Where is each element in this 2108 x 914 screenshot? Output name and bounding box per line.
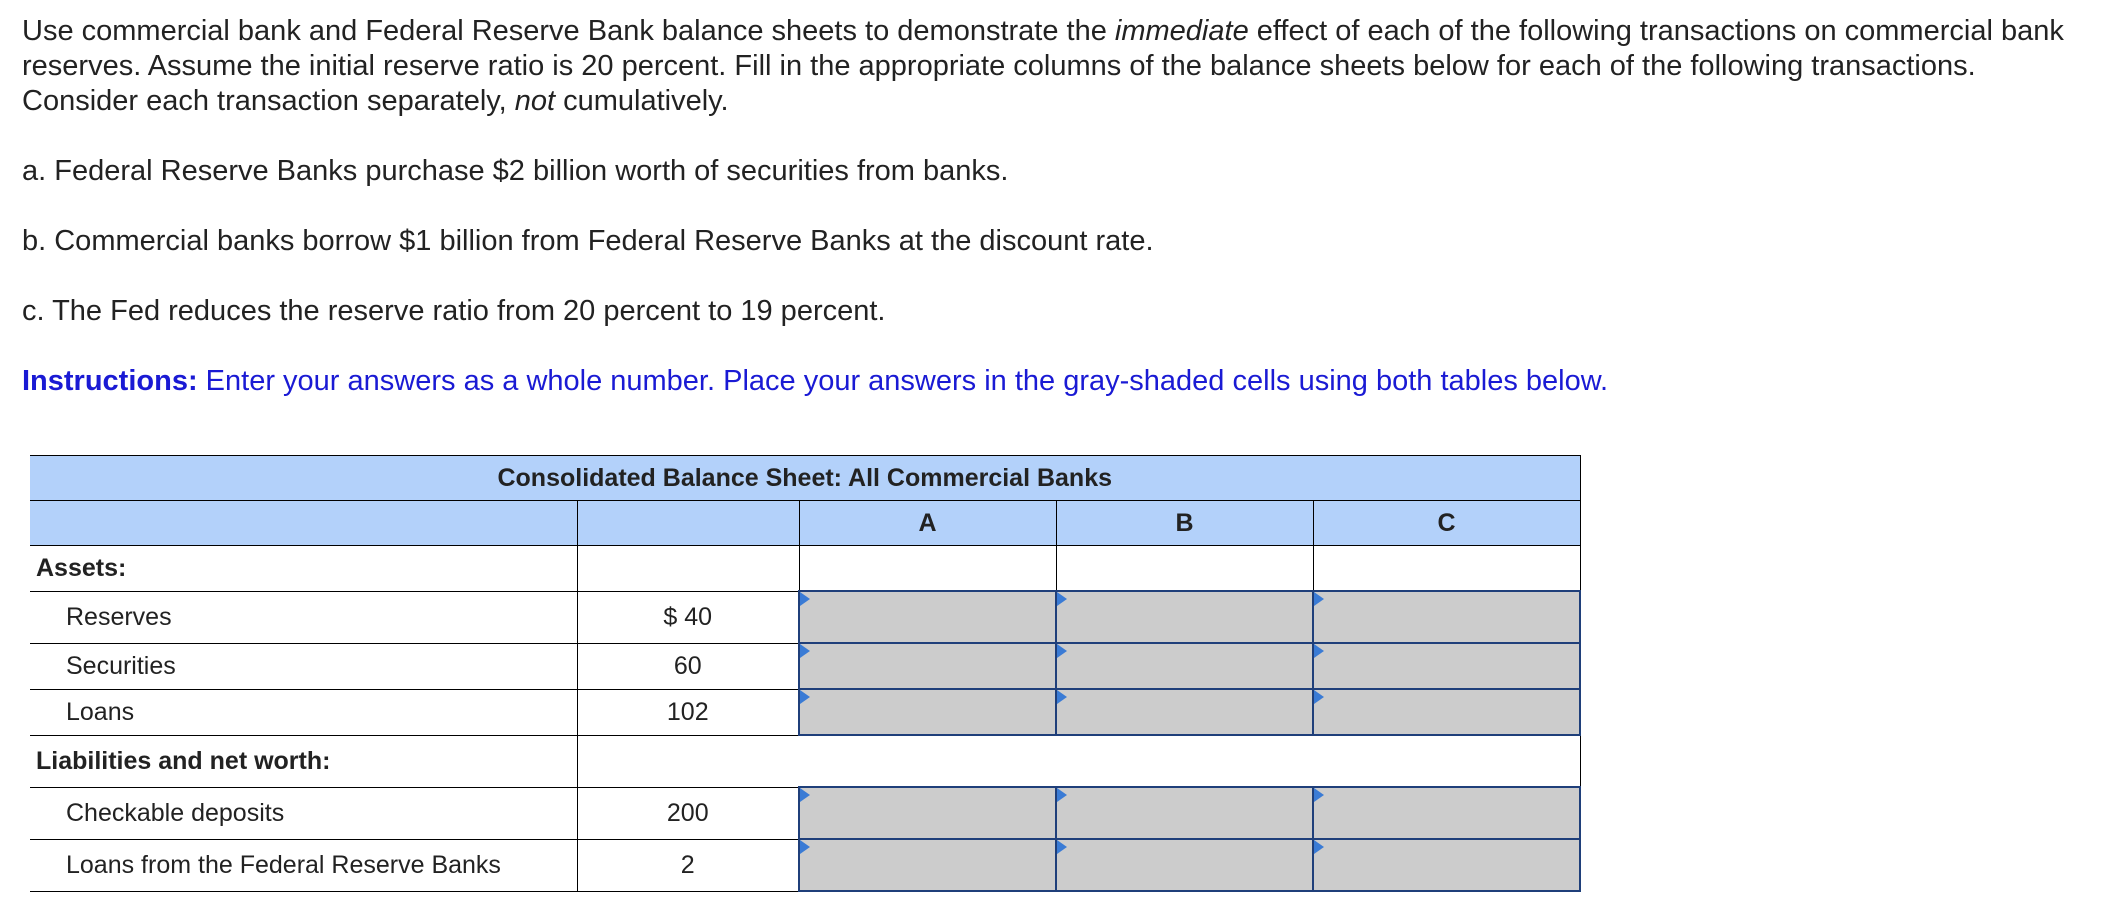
cell-marker-icon — [800, 690, 810, 704]
table-row — [30, 787, 1580, 839]
fed-loans-c-cell[interactable] — [1313, 839, 1580, 891]
reserves-c-cell[interactable] — [1313, 591, 1580, 643]
instructions — [22, 364, 2082, 399]
table-header-row — [30, 501, 1580, 546]
table-title: Consolidated Balance Sheet: All Commercial Banks — [30, 456, 1580, 501]
cell-marker-icon — [800, 592, 810, 606]
header-col-c: C — [1313, 501, 1580, 546]
deposits-a-input[interactable] — [800, 788, 1055, 838]
table-row — [30, 643, 1580, 689]
cell-marker-icon — [800, 788, 810, 802]
intro-text-2: effect of each of the following transactions on commercial bank reserves. Assume the initial reserve ratio is 20 percent. Fill in the appropriate columns of the balance sheets below for each of the following transactions. Consider each transaction separately, — [22, 15, 2064, 117]
securities-b-input[interactable] — [1057, 644, 1312, 688]
assets-blank-c — [1313, 546, 1580, 592]
reserves-a-input[interactable] — [800, 592, 1055, 642]
liabilities-blank-cell — [577, 735, 1580, 787]
deposits-c-input[interactable] — [1314, 788, 1579, 838]
intro-emphasis: immediate — [1114, 15, 1249, 47]
loans-b-input[interactable] — [1057, 690, 1312, 734]
item-a: a. Federal Reserve Banks purchase $2 billion worth of securities from banks. — [22, 155, 1009, 187]
header-initial-cell — [577, 501, 799, 546]
assets-section-row — [30, 546, 1580, 592]
assets-blank-b — [1056, 546, 1313, 592]
row-label-securities: Securities — [30, 643, 577, 689]
header-col-b: B — [1056, 501, 1313, 546]
question-intro — [22, 14, 2082, 119]
cell-marker-icon — [1314, 644, 1324, 658]
deposits-a-cell[interactable] — [799, 787, 1056, 839]
loans-c-input[interactable] — [1314, 690, 1579, 734]
loans-c-cell[interactable] — [1313, 689, 1580, 735]
cell-marker-icon — [1314, 840, 1324, 854]
fed-loans-b-cell[interactable] — [1056, 839, 1313, 891]
row-value-fed-loans: 2 — [577, 839, 799, 891]
assets-label: Assets: — [30, 546, 577, 592]
securities-b-cell[interactable] — [1056, 643, 1313, 689]
liabilities-section-row — [30, 735, 1580, 787]
deposits-c-cell[interactable] — [1313, 787, 1580, 839]
loans-a-input[interactable] — [800, 690, 1055, 734]
instructions-text: Enter your answers as a whole number. Place your answers in the gray-shaded cells using both tables below. — [197, 365, 1609, 397]
intro-text-1: Use commercial bank and Federal Reserve Bank balance sheets to demonstrate the — [22, 15, 1115, 47]
securities-a-input[interactable] — [800, 644, 1055, 688]
header-label-cell — [30, 501, 577, 546]
cell-marker-icon — [1314, 690, 1324, 704]
loans-b-cell[interactable] — [1056, 689, 1313, 735]
fed-loans-c-input[interactable] — [1314, 840, 1579, 890]
assets-blank-cell — [577, 546, 799, 592]
fed-loans-a-input[interactable] — [800, 840, 1055, 890]
intro-text-3: cumulatively. — [555, 85, 729, 117]
row-label-loans: Loans — [30, 689, 577, 735]
cell-marker-icon — [1057, 840, 1067, 854]
row-value-loans: 102 — [577, 689, 799, 735]
deposits-b-input[interactable] — [1057, 788, 1312, 838]
reserves-b-cell[interactable] — [1056, 591, 1313, 643]
row-label-checkable-deposits: Checkable deposits — [30, 787, 577, 839]
securities-a-cell[interactable] — [799, 643, 1056, 689]
row-label-reserves: Reserves — [30, 591, 577, 643]
table-row — [30, 591, 1580, 643]
table-row — [30, 689, 1580, 735]
table-row — [30, 839, 1580, 891]
deposits-b-cell[interactable] — [1056, 787, 1313, 839]
fed-loans-b-input[interactable] — [1057, 840, 1312, 890]
securities-c-cell[interactable] — [1313, 643, 1580, 689]
item-c: c. The Fed reduces the reserve ratio from 20 percent to 19 percent. — [22, 295, 886, 327]
assets-blank-a — [799, 546, 1056, 592]
row-value-checkable-deposits: 200 — [577, 787, 799, 839]
loans-a-cell[interactable] — [799, 689, 1056, 735]
cell-marker-icon — [1057, 690, 1067, 704]
liabilities-label: Liabilities and net worth: — [30, 735, 577, 787]
table-title-row — [30, 456, 1580, 501]
question-text — [22, 14, 2082, 434]
fed-loans-a-cell[interactable] — [799, 839, 1056, 891]
row-value-reserves: $ 40 — [577, 591, 799, 643]
instructions-label: Instructions: — [22, 365, 198, 397]
item-b: b. Commercial banks borrow $1 billion from Federal Reserve Banks at the discount rate. — [22, 225, 1154, 257]
cell-marker-icon — [1057, 644, 1067, 658]
cell-marker-icon — [1057, 592, 1067, 606]
cell-marker-icon — [800, 644, 810, 658]
reserves-a-cell[interactable] — [799, 591, 1056, 643]
securities-c-input[interactable] — [1314, 644, 1579, 688]
cell-marker-icon — [1314, 788, 1324, 802]
cell-marker-icon — [800, 840, 810, 854]
cell-marker-icon — [1057, 788, 1067, 802]
reserves-c-input[interactable] — [1314, 592, 1579, 642]
reserves-b-input[interactable] — [1057, 592, 1312, 642]
row-value-securities: 60 — [577, 643, 799, 689]
balance-sheet-table — [30, 455, 1581, 892]
intro-not: not — [514, 85, 556, 117]
row-label-fed-loans: Loans from the Federal Reserve Banks — [30, 839, 577, 891]
header-col-a: A — [799, 501, 1056, 546]
cell-marker-icon — [1314, 592, 1324, 606]
